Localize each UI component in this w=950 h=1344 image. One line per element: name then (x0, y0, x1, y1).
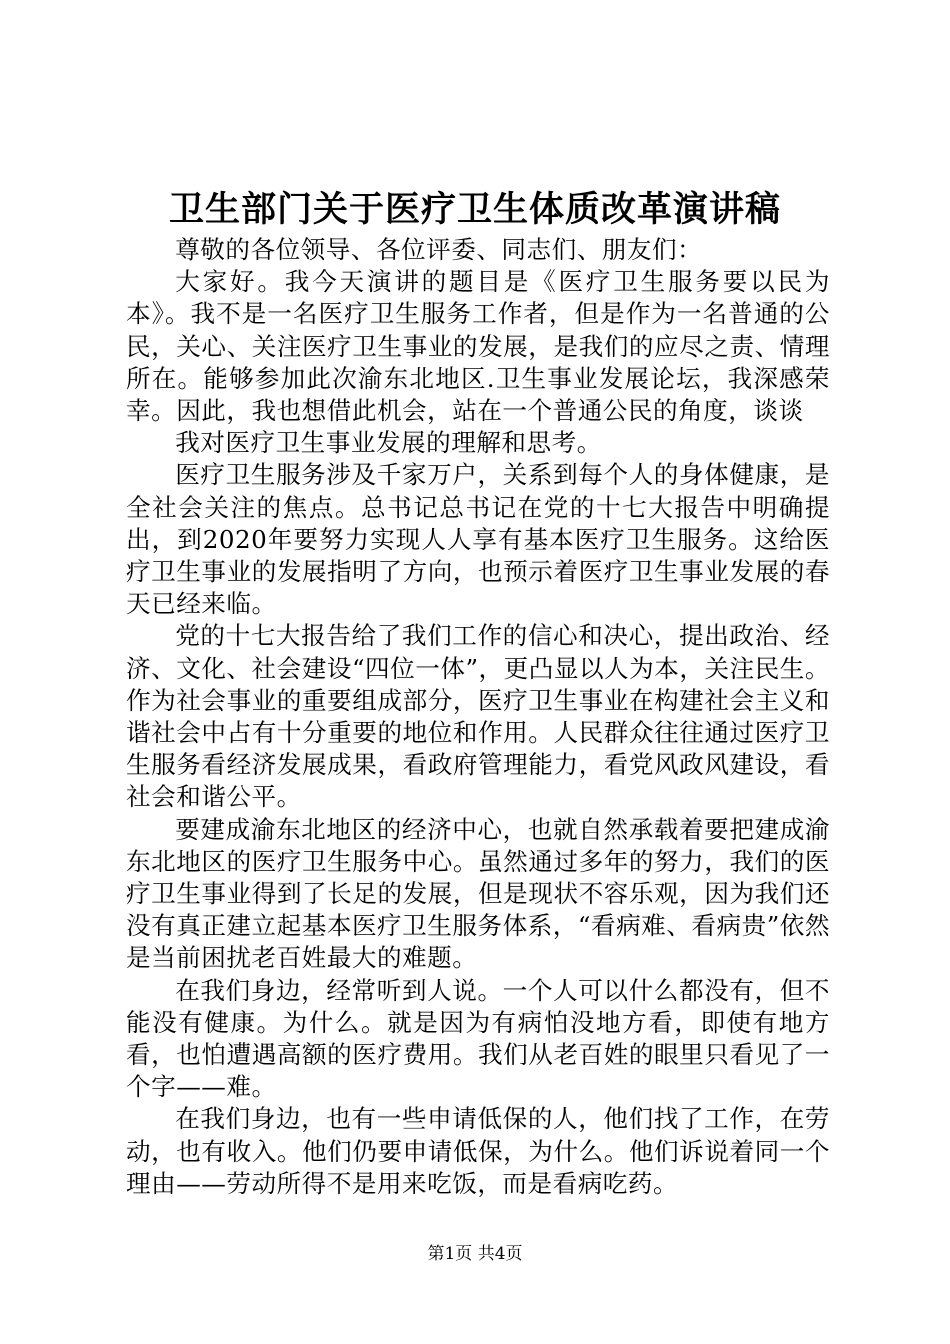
paragraph-intro: 大家好。我今天演讲的题目是《医疗卫生服务要以民为本》。我不是一名医疗卫生服务工作者，但是作为一名普通的公民，关心、关注医疗卫生事业的发展，是我们的应尽之责、情理所在。能够参加此次渝东北地区.卫生事业发展论坛，我深感荣幸。因此，我也想借此机会，站在一个普通公民的角度，谈谈 (126, 267, 830, 426)
document-body (126, 234, 830, 1200)
paragraph-low-income: 在我们身边，也有一些申请低保的人，他们找了工作，在劳动，也有收入。他们仍要申请低保，为什么。他们诉说着同一个理由——劳动所得不是用来吃饭，而是看病吃药。 (126, 1104, 830, 1198)
paragraph-northeast-region: 要建成渝东北地区的经济中心，也就自然承载着要把建成渝东北地区的医疗卫生服务中心。虽然通过多年的努力，我们的医疗卫生事业得到了长足的发展，但是现状不容乐观，因为我们还没有真正建立起基本医疗卫生服务体系，“看病难、看病贵”依然是当前困扰老百姓最大的难题。 (126, 814, 830, 973)
document-title: 卫生部门关于医疗卫生体质改革演讲稿 (168, 189, 781, 230)
paragraph-health-concern: 在我们身边，经常听到人说。一个人可以什么都没有，但不能没有健康。为什么。就是因为有病怕没地方看，即使有地方看，也怕遭遇高额的医疗费用。我们从老百姓的眼里只看见了一个字——难。 (126, 975, 830, 1102)
page-number-footer: 第1页 共4页 (427, 1244, 523, 1264)
paragraph-salutation: 尊敬的各位领导、各位评委、同志们、朋友们： (175, 235, 703, 264)
paragraph-seventeenth-congress: 党的十七大报告给了我们工作的信心和决心，提出政治、经济、文化、社会建设“四位一体”，更凸显以人为本，关注民生。作为社会事业的重要组成部分，医疗卫生事业在构建社会主义和谐社会中占有十分重要的地位和作用。人民群众往往通过医疗卫生服务看经济发展成果，看政府管理能力，看党风政风建设，看社会和谐公平。 (126, 621, 830, 812)
paragraph-intro-continued: 我对医疗卫生事业发展的理解和思考。 (175, 428, 602, 458)
paragraph-healthcare-services: 医疗卫生服务涉及千家万户，关系到每个人的身体健康，是全社会关注的焦点。总书记总书记在党的十七大报告中明确提出，到2020年要努力实现人人享有基本医疗卫生服务。这给医疗卫生事业的发展指明了方向，也预示着医疗卫生事业发展的春天已经来临。 (126, 460, 830, 619)
